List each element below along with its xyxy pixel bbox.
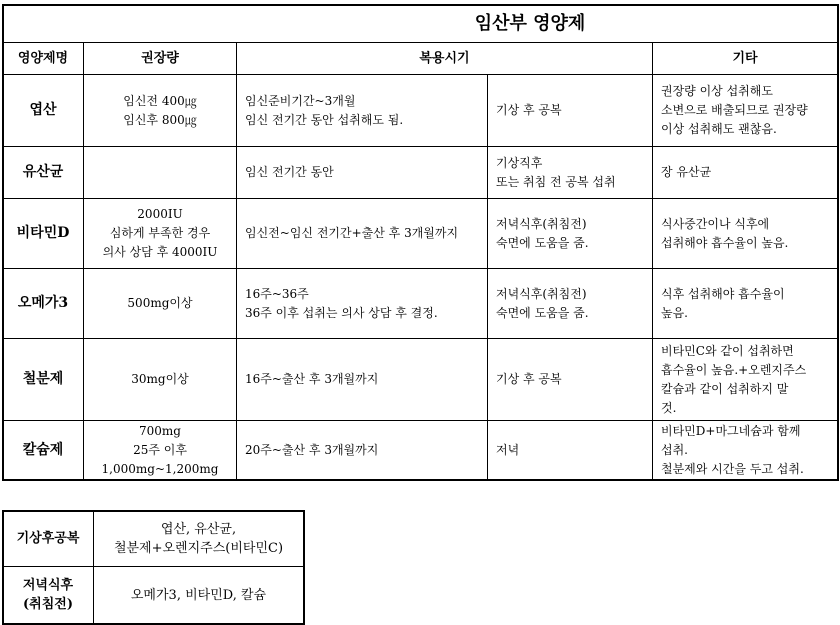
cell-line: 섭취해야 흡수율이 높음. <box>661 235 789 250</box>
cell-period <box>237 199 487 268</box>
summary-label-line: (취침전) <box>23 597 73 612</box>
cell-when <box>488 199 652 268</box>
cell-line: 30mg이상 <box>131 372 189 386</box>
cell-line: 임신 전기간 동안 섭취해도 됨. <box>245 112 404 127</box>
cell-line: 기상직후 <box>496 155 543 170</box>
cell-etc <box>653 269 837 338</box>
cell-when <box>488 269 652 338</box>
cell-etc <box>653 199 837 268</box>
cell-line: 의사 상담 후 4000IU <box>102 245 218 259</box>
header-name: 영양제명 <box>17 51 69 66</box>
summary-value <box>94 567 303 623</box>
cell-when <box>488 339 652 420</box>
cell-etc <box>653 421 837 479</box>
cell-line: 25주 이후 <box>133 442 187 457</box>
cell-line: 저녁식후(취침전) <box>496 216 587 231</box>
cell-line: 심하게 부족한 경우 <box>109 226 211 240</box>
cell-when <box>488 75 652 146</box>
cell-period <box>237 147 487 198</box>
cell-line: 숙면에 도움을 줌. <box>496 235 589 250</box>
cell-line: 권장량 이상 섭취해도 <box>661 84 773 98</box>
cell-period <box>237 339 487 420</box>
cell-line: 임신전 400㎍ <box>123 93 197 108</box>
cell-line: 비타민D+마그네슘과 함께 <box>661 423 801 438</box>
cell-line: 철분제와 시간을 두고 섭취. <box>661 461 804 476</box>
table-border-bottom <box>2 479 838 481</box>
table-title: 임산부 영양제 <box>474 13 586 34</box>
summary-value-line: 철분제+오렌지주스(비타민C) <box>113 540 284 556</box>
cell-line: 소변으로 배출되므로 권장량 <box>661 103 808 117</box>
summary-value-line: 오메가3, 비타민D, 칼슘 <box>130 587 267 603</box>
cell-line: 20주~출산 후 3개월까지 <box>245 442 379 457</box>
summary-label <box>3 511 93 566</box>
cell-line: 700mg <box>139 423 181 438</box>
cell-line: 숙면에 도움을 줌. <box>496 305 589 320</box>
cell-line: 저녁식후(취침전) <box>496 286 587 301</box>
summary-label-line: 기상후공복 <box>16 531 80 546</box>
cell-line: 식사중간이나 식후에 <box>661 216 770 231</box>
table-border-right <box>837 4 839 481</box>
cell-dose <box>84 147 236 198</box>
cell-etc <box>653 339 837 420</box>
cell-line: 임신준비기간~3개월 <box>245 93 356 108</box>
cell-period <box>237 269 487 338</box>
summary-value <box>94 511 303 566</box>
cell-dose <box>84 269 236 338</box>
summary-value-line: 엽산, 유산균, <box>160 521 237 537</box>
cell-line: 36주 이후 섭취는 의사 상담 후 결정. <box>245 305 438 320</box>
cell-name: 오메가3 <box>17 295 69 311</box>
summary-label <box>3 567 93 623</box>
cell-line: 임신후 800㎍ <box>123 112 197 127</box>
cell-line: 흡수율이 높음.+오렌지주스 <box>661 362 807 377</box>
summary-border-right <box>303 510 305 625</box>
cell-period <box>237 421 487 479</box>
cell-line: 식후 섭취해야 흡수율이 <box>661 286 785 301</box>
cell-name: 비타민D <box>16 225 70 241</box>
cell-etc <box>653 147 837 198</box>
summary-label-line: 저녁식후 <box>22 578 74 593</box>
cell-line: 500mg이상 <box>127 296 193 310</box>
cell-line: 16주~36주 <box>245 286 309 301</box>
cell-when <box>488 147 652 198</box>
cell-line: 기상 후 공복 <box>496 103 562 117</box>
cell-etc <box>653 75 837 146</box>
cell-line: 임신 전기간 동안 <box>245 165 334 179</box>
cell-dose <box>84 421 236 479</box>
cell-line: 이상 섭취해도 괜찮음. <box>661 122 777 136</box>
cell-line: 섭취. <box>661 442 688 457</box>
cell-when <box>488 421 652 479</box>
cell-line: 비타민C와 같이 섭취하면 <box>661 343 794 358</box>
cell-dose <box>84 199 236 268</box>
cell-line: 1,000mg~1,200mg <box>101 461 219 476</box>
cell-line: 2000IU <box>137 207 183 221</box>
cell-line: 저녁 <box>496 442 520 457</box>
cell-line: 또는 취침 전 공복 섭취 <box>496 174 616 189</box>
cell-name: 칼슘제 <box>22 441 64 458</box>
cell-line: 기상 후 공복 <box>496 372 562 386</box>
cell-line: 16주~출산 후 3개월까지 <box>245 372 379 386</box>
cell-line: 장 유산균 <box>661 165 712 179</box>
cell-name: 엽산 <box>29 102 57 118</box>
header-timing: 복용시기 <box>419 51 470 66</box>
header-dose: 권장량 <box>141 51 179 66</box>
cell-period <box>237 75 487 146</box>
cell-line: 높음. <box>661 305 688 320</box>
cell-name: 유산균 <box>22 164 64 180</box>
cell-dose <box>84 339 236 420</box>
cell-line: 것. <box>661 400 677 415</box>
cell-line: 칼슘과 같이 섭취하지 말 <box>661 381 789 396</box>
cell-line: 임신전~임신 전기간+출산 후 3개월까지 <box>245 226 459 240</box>
cell-name: 철분제 <box>22 371 64 387</box>
cell-dose <box>84 75 236 146</box>
header-etc: 기타 <box>732 51 758 66</box>
